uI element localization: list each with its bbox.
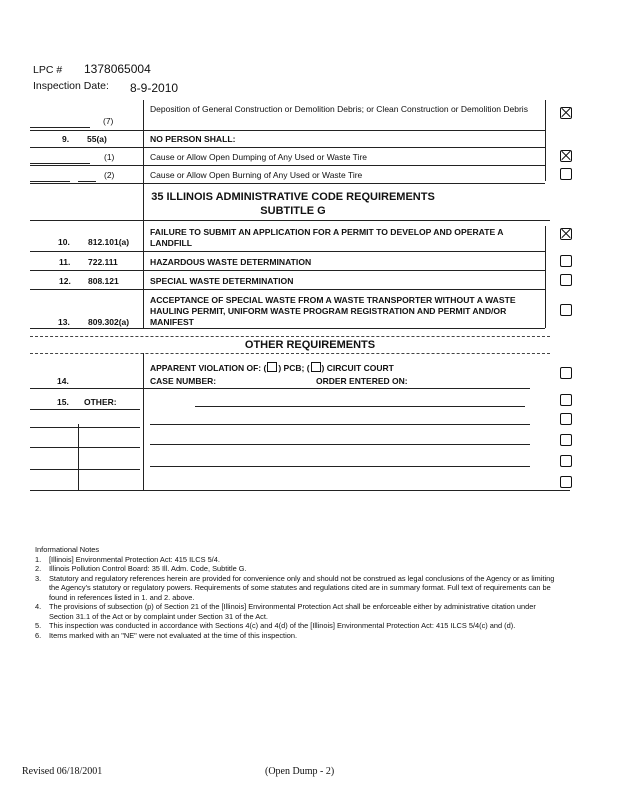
checkbox-row-11[interactable] xyxy=(560,255,572,267)
note-number: 5. xyxy=(35,621,42,630)
row-14-line1: APPARENT VIOLATION OF: ( ) PCB; ( ) CIRCUIT COURT xyxy=(150,363,394,373)
column-divider-right xyxy=(545,100,546,181)
column-divider-right xyxy=(545,226,546,328)
checkbox-blank-3[interactable] xyxy=(560,455,572,467)
row-13-text: ACCEPTANCE OF SPECIAL WASTE FROM A WASTE TRANSPORTER WITHOUT A WASTE HAULING PERMIT, UNIFORM WASTE PROGRAM REGISTRATION AND PERMIT AND/OR MANIFEST xyxy=(150,295,516,327)
code-section-title: 35 ILLINOIS ADMINISTRATIVE CODE REQUIREMENTS xyxy=(151,191,435,203)
checkbox-row-9-2[interactable] xyxy=(560,168,572,180)
blank-line xyxy=(150,424,530,425)
note-number: 2. xyxy=(35,564,42,573)
row-14-number: 14. xyxy=(57,376,69,386)
note-number: 6. xyxy=(35,630,42,640)
row-11-text: HAZARDOUS WASTE DETERMINATION xyxy=(150,257,312,267)
checkbox-blank-2[interactable] xyxy=(560,434,572,446)
row-10-section: 812.101(a) xyxy=(88,237,130,247)
note-text: The provisions of subsection (p) of Section 21 of the [Illinois] Environmental Protection Act shall be enforceable either by administrative citation under Section 31.1 of the Act or by complaint under Section 31 of the Act. xyxy=(49,602,536,621)
checkbox-row-9-1[interactable] xyxy=(560,150,572,162)
checkbox-row-15[interactable] xyxy=(560,394,572,406)
row-12-text: SPECIAL WASTE DETERMINATION xyxy=(150,276,294,286)
blank-line xyxy=(150,444,530,445)
row-10-number: 10. xyxy=(58,237,70,247)
checkbox-row-12[interactable] xyxy=(560,274,572,286)
checkbox-row-10[interactable] xyxy=(560,228,572,240)
other-requirements-title: OTHER REQUIREMENTS xyxy=(244,339,376,351)
row-9-1-text: Cause or Allow Open Dumping of Any Used or Waste Tire xyxy=(150,152,368,162)
row-13-section: 809.302(a) xyxy=(88,317,130,327)
case-number-label: CASE NUMBER: xyxy=(150,376,217,386)
row-11-number: 11. xyxy=(59,257,71,267)
note-text: This inspection was conducted in accordance with Sections 4(c) and 4(d) of the [Illinois] Environmental Protection Act: 415 ILCS 5/4(c) and (d). xyxy=(49,621,516,630)
note-text: [Illinois] Environmental Protection Act: 415 ILCS 5/4. xyxy=(49,554,220,564)
row-7-sub: (7) xyxy=(103,116,114,126)
row-15-number: 15. xyxy=(57,397,69,407)
revised-date: Revised 06/18/2001 xyxy=(22,766,103,777)
row-9-section: 55(a) xyxy=(87,134,107,144)
lpc-number: 1378065004 xyxy=(84,62,151,76)
row-13-number: 13. xyxy=(58,317,70,327)
checkbox-row-13[interactable] xyxy=(560,304,572,316)
lpc-label: LPC # xyxy=(33,64,63,76)
row-15-other-label: OTHER: xyxy=(84,397,117,407)
other-line xyxy=(195,406,525,407)
informational-notes xyxy=(35,545,560,640)
note-text: Items marked with an "NE" were not evaluated at the time of this inspection. xyxy=(49,630,298,640)
page-label: (Open Dump - 2) xyxy=(265,766,335,777)
checkbox-row-7[interactable] xyxy=(560,107,572,119)
note-number: 1. xyxy=(35,554,42,564)
pcb-label: PCB; xyxy=(283,363,305,373)
row-9-2-sub: (2) xyxy=(104,170,115,180)
row-12-section: 808.121 xyxy=(88,276,119,286)
checkbox-row-14[interactable] xyxy=(560,367,572,379)
note-number: 4. xyxy=(35,602,42,611)
checkbox-blank-4[interactable] xyxy=(560,476,572,488)
row-11-section: 722.111 xyxy=(88,257,118,267)
row-9-1-sub: (1) xyxy=(104,152,115,162)
apparent-violation-label: APPARENT VIOLATION OF: xyxy=(150,363,262,373)
code-section-subtitle: SUBTITLE G xyxy=(260,205,326,217)
inspection-date-label: Inspection Date: xyxy=(33,80,109,92)
checkbox-blank-1[interactable] xyxy=(560,413,572,425)
pcb-checkbox[interactable] xyxy=(267,362,277,372)
order-entered-label: ORDER ENTERED ON: xyxy=(316,376,408,386)
row-9-number: 9. xyxy=(62,134,70,144)
note-text: Statutory and regulatory references herein are provided for convenience only and should not be construed as legal conclusions of the Agency or as limiting the Agency's statutory or regulatory powers. Requirements of some statutes and regulations cited are in summary format. Full text of requirements can be found in references listed in 1. and 2. above. xyxy=(49,573,555,602)
row-7-text: Deposition of General Construction or Demolition Debris; or Clean Construction or Demolition Debris xyxy=(150,104,528,114)
notes-title: Informational Notes xyxy=(35,545,100,554)
row-12-number: 12. xyxy=(59,276,71,286)
note-number: 3. xyxy=(35,573,42,583)
note-text: Illinois Pollution Control Board: 35 Ill. Adm. Code, Subtitle G. xyxy=(49,564,247,573)
row-9-2-text: Cause or Allow Open Burning of Any Used or Waste Tire xyxy=(150,170,363,180)
blank-line xyxy=(150,466,530,467)
column-divider-lower xyxy=(143,353,144,490)
circuit-court-label: CIRCUIT COURT xyxy=(326,363,394,373)
inspection-date: 8-9-2010 xyxy=(130,81,179,95)
row-10-text: FAILURE TO SUBMIT AN APPLICATION FOR A PERMIT TO DEVELOP AND OPERATE A LANDFILL xyxy=(150,227,504,248)
circuit-court-checkbox[interactable] xyxy=(311,362,321,372)
row-9-text: NO PERSON SHALL: xyxy=(150,134,236,144)
